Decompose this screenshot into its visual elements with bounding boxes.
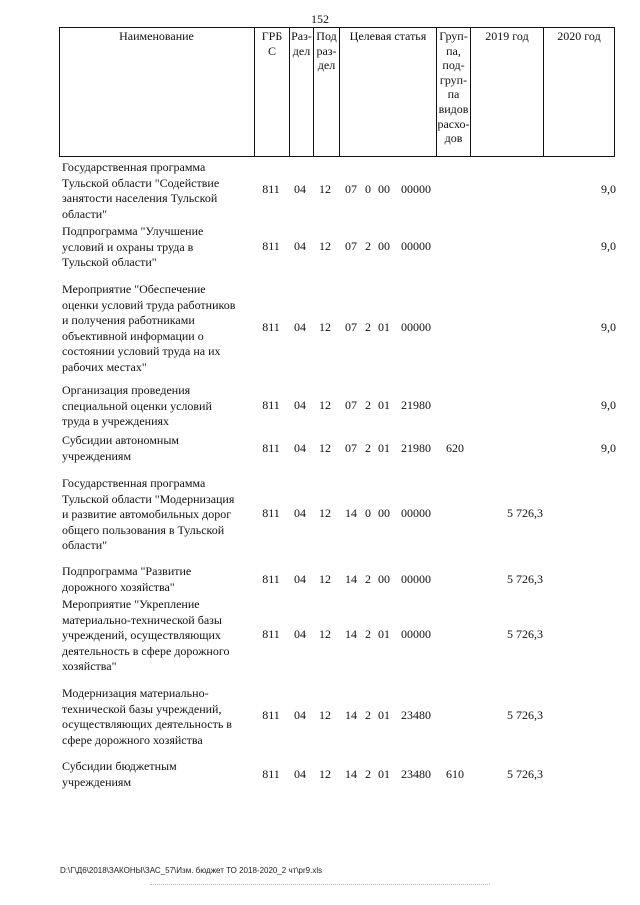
cell-grbs: 811 (262, 767, 280, 781)
cell-name-line: Мероприятие "Укрепление (62, 597, 200, 611)
cell-target-direction: 00000 (401, 182, 431, 196)
cell-name-line: учреждений, осуществляющих (62, 628, 221, 642)
cell-2020: 9,0 (601, 239, 616, 253)
cell-razdel: 04 (294, 767, 306, 781)
cell-target-subprogram: 2 (365, 320, 371, 334)
cell-podrazdel: 12 (319, 572, 331, 586)
cell-target-direction: 00000 (401, 320, 431, 334)
header-2019: 2019 год (485, 29, 529, 43)
header-grbs (255, 29, 289, 58)
cell-name-line: деятельность в сфере дорожного (62, 643, 230, 658)
header-group (437, 29, 470, 146)
cell-name-line: Государственная программа (62, 160, 206, 174)
cell-name-line: Субсидии бюджетным (62, 759, 177, 773)
cell-name-line: Субсидии автономным (62, 433, 179, 447)
header-grbs-line: С (267, 43, 276, 58)
cell-name (62, 564, 254, 595)
cell-target-program: 07 (345, 320, 357, 334)
cell-name-line: общего пользования в Тульской (62, 522, 225, 537)
cell-target-direction: 00000 (401, 572, 431, 586)
cell-target-subprogram: 2 (365, 398, 371, 412)
header-group-line: па (447, 87, 460, 102)
cell-name (62, 476, 254, 554)
cell-name-line: специальной оценки условий (62, 398, 212, 413)
header-divider (543, 27, 544, 157)
cell-target-program: 07 (345, 182, 357, 196)
cell-target-program: 07 (345, 441, 357, 455)
cell-2020: 9,0 (601, 441, 616, 455)
cell-target-event: 01 (378, 441, 390, 455)
cell-name-line: состоянии условий труда на их (62, 344, 221, 358)
cell-target-direction: 21980 (401, 441, 431, 455)
cell-2019: 5 726,3 (507, 767, 543, 781)
footer-dotted-line (150, 884, 490, 885)
header-target: Целевая статья (349, 29, 427, 43)
cell-target-event: 01 (378, 627, 390, 641)
cell-name-line: сфере дорожного хозяйства (62, 732, 203, 747)
cell-podrazdel: 12 (319, 767, 331, 781)
header-razdel-line: дел (292, 43, 311, 58)
header-bottom-border (59, 156, 615, 157)
cell-grbs: 811 (262, 320, 280, 334)
header-group-line: дов (444, 131, 463, 146)
cell-name-line: области" (62, 538, 108, 552)
cell-razdel: 04 (294, 182, 306, 196)
page-number: 152 (311, 12, 329, 26)
cell-name-line: осуществляющих деятельность в (62, 717, 232, 731)
header-group-line: Груп- (439, 29, 468, 43)
cell-grbs: 811 (262, 572, 280, 586)
cell-name (62, 686, 254, 748)
cell-target-subprogram: 2 (365, 239, 371, 253)
cell-name (62, 224, 254, 271)
cell-target-event: 00 (378, 239, 390, 253)
cell-name-line: технической базы учреждений, (62, 701, 222, 716)
cell-target-subprogram: 2 (365, 767, 371, 781)
header-2020: 2020 год (557, 29, 601, 43)
header-name: Наименование (119, 29, 194, 43)
cell-name (62, 597, 254, 675)
cell-expense-group: 610 (446, 767, 464, 781)
cell-expense-group: 620 (446, 441, 464, 455)
cell-grbs: 811 (262, 708, 280, 722)
cell-name-line: условий и охраны труда в (62, 239, 194, 254)
cell-razdel: 04 (294, 708, 306, 722)
cell-grbs: 811 (262, 506, 280, 520)
cell-podrazdel: 12 (319, 441, 331, 455)
cell-grbs: 811 (262, 239, 280, 253)
cell-target-subprogram: 2 (365, 572, 371, 586)
cell-target-direction: 00000 (401, 239, 431, 253)
cell-podrazdel: 12 (319, 398, 331, 412)
cell-target-event: 01 (378, 320, 390, 334)
cell-name-line: учреждениям (62, 448, 132, 463)
cell-name-line: Тульской области" (62, 255, 157, 269)
header-podrazdel-line: Под (316, 29, 337, 43)
header-razdel (290, 29, 313, 58)
cell-target-subprogram: 2 (365, 441, 371, 455)
cell-target-subprogram: 2 (365, 627, 371, 641)
cell-podrazdel: 12 (319, 239, 331, 253)
cell-grbs: 811 (262, 627, 280, 641)
cell-name (62, 383, 254, 430)
cell-target-program: 07 (345, 398, 357, 412)
cell-razdel: 04 (294, 506, 306, 520)
cell-target-event: 01 (378, 708, 390, 722)
cell-2019: 5 726,3 (507, 708, 543, 722)
header-divider (59, 27, 60, 157)
cell-target-event: 00 (378, 572, 390, 586)
table-header (59, 27, 615, 157)
cell-razdel: 04 (294, 239, 306, 253)
cell-target-direction: 00000 (401, 506, 431, 520)
cell-target-program: 14 (345, 572, 357, 586)
cell-name-line: Подпрограмма "Развитие (62, 564, 192, 578)
cell-2020: 9,0 (601, 398, 616, 412)
cell-grbs: 811 (262, 182, 280, 196)
header-group-line: груп- (439, 72, 468, 87)
cell-name-line: труда в учреждениях (62, 414, 170, 428)
cell-name-line: оценки условий труда работников (62, 297, 236, 312)
cell-name-line: Тульской области "Модернизация (62, 491, 235, 506)
cell-grbs: 811 (262, 441, 280, 455)
cell-razdel: 04 (294, 320, 306, 334)
header-podrazdel (314, 29, 339, 73)
header-podrazdel-line: раз- (316, 43, 337, 58)
cell-target-event: 00 (378, 506, 390, 520)
cell-name-line: хозяйства" (62, 659, 117, 673)
header-top-border (59, 27, 615, 28)
cell-podrazdel: 12 (319, 506, 331, 520)
cell-razdel: 04 (294, 441, 306, 455)
cell-name-line: материально-технической базы (62, 612, 222, 627)
cell-2019: 5 726,3 (507, 506, 543, 520)
cell-name-line: дорожного хозяйства" (62, 579, 175, 594)
cell-target-event: 01 (378, 398, 390, 412)
header-group-line: па, (446, 43, 461, 58)
cell-name-line: Организация проведения (62, 383, 191, 397)
header-group-line: под- (442, 58, 465, 73)
cell-name-line: рабочих местах" (62, 359, 147, 374)
cell-target-program: 14 (345, 627, 357, 641)
cell-target-direction: 21980 (401, 398, 431, 412)
cell-name-line: Тульской области "Содействие (62, 175, 220, 190)
cell-name-line: области" (62, 206, 108, 221)
cell-name-line: учреждениям (62, 774, 132, 789)
header-group-line: видов (438, 101, 469, 116)
cell-razdel: 04 (294, 627, 306, 641)
cell-target-program: 14 (345, 708, 357, 722)
cell-target-subprogram: 2 (365, 708, 371, 722)
cell-name-line: и развитие автомобильных дорог (62, 507, 232, 521)
cell-podrazdel: 12 (319, 627, 331, 641)
cell-name-line: Подпрограмма "Улучшение (62, 224, 204, 238)
cell-podrazdel: 12 (319, 708, 331, 722)
cell-razdel: 04 (294, 572, 306, 586)
cell-2019: 5 726,3 (507, 627, 543, 641)
cell-2020: 9,0 (601, 320, 616, 334)
cell-target-direction: 23480 (401, 708, 431, 722)
cell-podrazdel: 12 (319, 320, 331, 334)
cell-target-subprogram: 0 (365, 506, 371, 520)
cell-target-program: 07 (345, 239, 357, 253)
cell-podrazdel: 12 (319, 182, 331, 196)
cell-target-direction: 00000 (401, 627, 431, 641)
cell-target-program: 14 (345, 767, 357, 781)
cell-name-line: и получения работниками (62, 313, 195, 327)
header-divider (470, 27, 471, 157)
cell-razdel: 04 (294, 398, 306, 412)
header-podrazdel-line: дел (317, 58, 336, 73)
header-group-line: расхо- (437, 116, 470, 131)
cell-name-line: объективной информации о (62, 328, 204, 343)
footer-file-path: D:\Г\Д6\2018\ЗАКОНЫ\ЗАС_57\Изм. бюджет ТО 2018-2020_2 чт\pr9.xls (60, 866, 323, 875)
cell-target-direction: 23480 (401, 767, 431, 781)
header-divider (339, 27, 340, 157)
cell-target-event: 01 (378, 767, 390, 781)
cell-name-line: Государственная программа (62, 476, 206, 490)
cell-name (62, 282, 254, 375)
cell-name (62, 433, 254, 464)
cell-name-line: занятости населения Тульской (62, 191, 218, 205)
cell-target-event: 00 (378, 182, 390, 196)
header-divider (614, 27, 615, 157)
cell-target-subprogram: 0 (365, 182, 371, 196)
header-razdel-line: Раз- (291, 29, 312, 43)
cell-grbs: 811 (262, 398, 280, 412)
cell-name-line: Модернизация материально- (62, 686, 209, 700)
cell-target-program: 14 (345, 506, 357, 520)
cell-2020: 9,0 (601, 182, 616, 196)
cell-name (62, 160, 254, 222)
header-grbs-line: ГРБ (261, 29, 283, 43)
cell-name-line: Мероприятие "Обеспечение (62, 282, 206, 296)
cell-2019: 5 726,3 (507, 572, 543, 586)
cell-name (62, 759, 254, 790)
